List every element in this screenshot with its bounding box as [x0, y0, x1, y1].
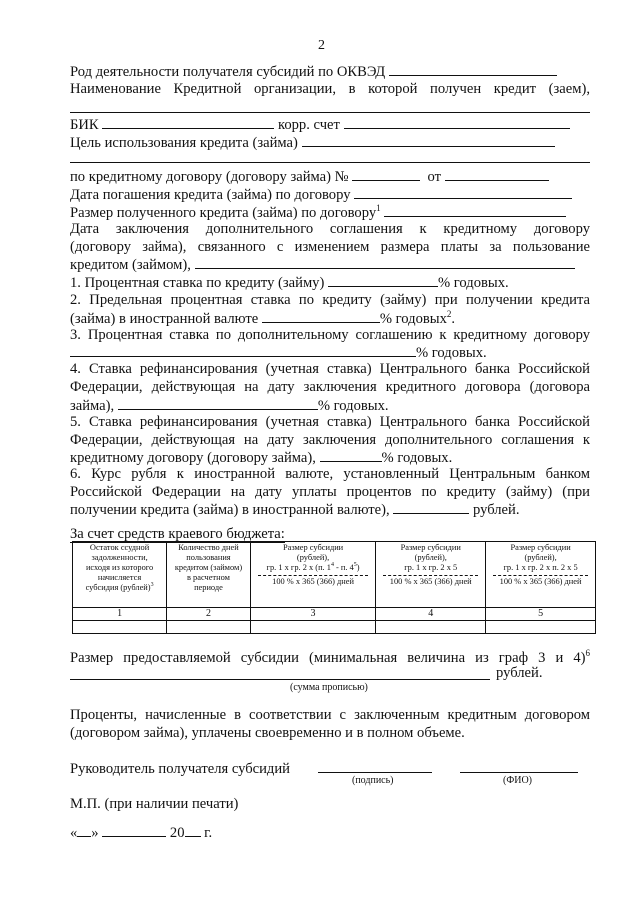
line-rate-1 — [70, 273, 590, 292]
year-suffix: г. — [204, 825, 213, 841]
subsidy-sum-blank — [70, 679, 490, 680]
line-rate-6b — [70, 483, 590, 501]
footnote-2: 2 — [446, 309, 452, 320]
addendum-date-blank — [195, 255, 575, 269]
bank-name-label: Наименование Кредитной организации, в которой получен кредит (заем), — [70, 81, 590, 97]
korr-blank — [344, 115, 570, 129]
line-bik — [70, 115, 590, 134]
stamp-label: М.П. (при наличии печати) — [70, 796, 239, 812]
h4-fraction-line — [383, 575, 478, 576]
line-okved — [70, 62, 590, 81]
line-bank-name — [70, 80, 590, 98]
interest-text-2: (договором займа), уплачены своевременно и в полном объеме. — [70, 725, 465, 741]
rate-2-unit: % годовых — [379, 311, 447, 327]
rate-4-blank — [118, 396, 318, 410]
col-num-5: 5 — [486, 608, 596, 621]
h2-line-5: периоде — [194, 583, 223, 592]
h2-line-4: в расчетном — [187, 573, 230, 582]
h3-fraction-line — [258, 575, 369, 576]
footnote-6: 6 — [585, 648, 590, 659]
credit-size-label: Размер полученного кредита (займа) по договору — [70, 205, 377, 221]
purpose-blank-2 — [70, 162, 590, 163]
rate-4-text-1: 4. Ставка рефинансирования (учетная ставка) Центрального банка Российской — [70, 361, 590, 377]
h1-line-3: исходя из которого — [85, 563, 154, 572]
footnote-1: 1 — [376, 203, 381, 214]
col-num-1: 1 — [73, 608, 167, 621]
line-rate-3a — [70, 326, 590, 344]
interest-text-1: Проценты, начисленные в соответствии с заключенным кредитным договором — [70, 707, 590, 723]
line-addendum-2 — [70, 238, 590, 256]
rate-2-label: (займа) в иностранной валюте — [70, 311, 259, 327]
footnote-4: 4 — [330, 562, 334, 569]
h3-formula-b: - п. 4 — [333, 563, 354, 572]
rate-5-unit: % годовых. — [381, 450, 453, 466]
korr-label: корр. счет — [277, 117, 340, 133]
table-header-row — [73, 542, 596, 608]
line-rate-4a — [70, 360, 590, 378]
bank-name-blank — [70, 112, 590, 113]
date-open-quote: « — [70, 825, 78, 841]
h4-formula: гр. 1 х гр. 2 х 5 — [404, 563, 458, 572]
h1-line-2: задолженности, — [91, 553, 148, 562]
rate-5-text-1: 5. Ставка рефинансирования (учетная ставка) Центрального банка Российской — [70, 414, 590, 430]
date-close-quote: » — [91, 825, 99, 841]
line-addendum-1 — [70, 220, 590, 238]
fio-blank — [460, 772, 578, 773]
h1-line-4: начисляется — [97, 573, 142, 582]
h3-denominator: 100 % х 365 (366) дней — [272, 577, 354, 586]
col-num-3: 3 — [250, 608, 376, 621]
rate-5-blank — [320, 448, 382, 462]
signature-caption: (подпись) — [352, 775, 394, 786]
rate-3-unit: % годовых. — [416, 345, 487, 361]
rate-2-text: 2. Предельная процентная ставка по кредиту (займу) при получении кредита — [70, 292, 590, 308]
rate-2-blank — [262, 309, 380, 323]
rate-5-text-2: Федерации, действующая на дату заключения дополнительного соглашения к — [70, 432, 590, 448]
line-contract — [70, 167, 590, 186]
cell-empty-2 — [167, 621, 251, 634]
rate-1-unit: % годовых. — [438, 275, 509, 291]
date-line — [70, 823, 590, 842]
contract-label: по кредитному договору (договору займа) № — [70, 169, 349, 185]
header-col-1 — [73, 542, 167, 608]
table-empty-row — [73, 621, 596, 634]
line-addendum-3 — [70, 255, 590, 274]
addendum-text-1: Дата заключения дополнительного соглашения к кредитному договору — [70, 221, 590, 237]
addendum-text-2: (договору займа), связанного с изменением размера платы за пользование — [70, 239, 590, 255]
line-rate-5a — [70, 413, 590, 431]
rate-4-text-2: Федерации, действующая на дату заключения кредитного договора (договора — [70, 379, 590, 395]
h2-line-1: Количество дней — [178, 543, 239, 552]
h3-formula-c: ) — [356, 563, 360, 572]
purpose-blank — [302, 133, 555, 147]
okved-label: Род деятельности получателя субсидий по ОКВЭД — [70, 64, 386, 80]
rate-6-blank — [393, 500, 469, 514]
h4-line-2: (рублей), — [414, 553, 447, 562]
h1-line-1: Остаток ссудной — [89, 543, 150, 552]
purpose-label: Цель использования кредита (займа) — [70, 135, 298, 151]
header-col-4 — [376, 542, 486, 608]
header-col-3 — [250, 542, 376, 608]
line-interest-2 — [70, 724, 590, 742]
bik-blank — [102, 115, 274, 129]
rate-1-label: 1. Процентная ставка по кредиту (займу) — [70, 275, 325, 291]
budget-label: За счет средств краевого бюджета: — [70, 526, 285, 542]
bik-label: БИК — [70, 117, 99, 133]
h3-formula-a: гр. 1 х гр. 2 х (п. 1 — [266, 563, 331, 572]
addendum-text-3: кредитом (займом), — [70, 257, 191, 273]
contract-date-blank — [445, 167, 549, 181]
rate-6-label: получении кредита (займа) в иностранной валюте), — [70, 502, 390, 518]
h5-line-2: (рублей), — [524, 553, 557, 562]
month-blank — [102, 823, 166, 837]
rate-6-unit: рублей. — [473, 502, 520, 518]
h1-line-5: субсидия (рублей) — [85, 583, 151, 592]
col-num-2: 2 — [167, 608, 251, 621]
repay-date-label: Дата погашения кредита (займа) по договору — [70, 187, 351, 203]
rate-1-blank — [328, 273, 438, 287]
header-col-2 — [167, 542, 251, 608]
cell-empty-1 — [73, 621, 167, 634]
subsidy-table — [72, 541, 596, 634]
table-number-row — [73, 608, 596, 621]
h5-fraction-line — [493, 575, 588, 576]
line-rate-4b — [70, 378, 590, 396]
line-repay-date — [70, 185, 590, 204]
line-interest-1 — [70, 706, 590, 724]
fio-caption: (ФИО) — [503, 775, 533, 786]
line-rate-2a — [70, 291, 590, 309]
head-label: Руководитель получателя субсидий — [70, 761, 290, 777]
okved-blank — [389, 62, 557, 76]
rate-5-label: кредитному договору (договору займа), — [70, 450, 316, 466]
sum-in-words-caption: (сумма прописью) — [290, 682, 368, 693]
contract-from-label: от — [427, 169, 442, 185]
rate-6-text-2: Российской Федерации на дату уплаты процентов по кредиту (займу) (при — [70, 484, 590, 500]
header-col-5 — [486, 542, 596, 608]
day-blank — [77, 823, 91, 837]
rate-4-label: займа), — [70, 398, 115, 414]
line-rate-6c — [70, 500, 590, 519]
h5-formula: гр. 1 х гр. 2 х п. 2 х 5 — [503, 563, 578, 572]
stamp-line — [70, 795, 590, 813]
rate-6-text-1: 6. Курс рубля к иностранной валюте, установленный Центральным банком — [70, 466, 590, 482]
h5-line-1: Размер субсидии — [510, 543, 571, 552]
contract-number-blank — [352, 167, 420, 181]
line-purpose — [70, 133, 590, 152]
col-num-4: 4 — [376, 608, 486, 621]
credit-size-blank — [384, 203, 566, 217]
h3-line-2: (рублей), — [296, 553, 330, 562]
line-rate-6a — [70, 465, 590, 483]
footnote-3: 3 — [150, 582, 154, 589]
cell-empty-5 — [486, 621, 596, 634]
cell-empty-4 — [376, 621, 486, 634]
rate-4-unit: % годовых. — [317, 398, 389, 414]
year-blank — [185, 823, 201, 837]
h4-line-1: Размер субсидии — [400, 543, 461, 552]
rate-3-text: 3. Процентная ставка по дополнительному соглашению к кредитному договору — [70, 327, 590, 343]
cell-empty-3 — [250, 621, 376, 634]
repay-date-blank — [354, 185, 572, 199]
subsidy-rub-label: рублей. — [496, 665, 543, 681]
subsidy-size-text: Размер предоставляемой субсидии (минимальная величина из граф 3 и 4) — [70, 650, 586, 666]
h2-line-3: кредитом (займом) — [174, 563, 243, 572]
year-prefix: 20 — [169, 825, 185, 841]
h3-line-1: Размер субсидии — [282, 543, 344, 552]
rate-3-blank — [70, 343, 416, 357]
line-rate-5b — [70, 431, 590, 449]
rate-2-period: . — [451, 311, 456, 327]
page-number: 2 — [318, 38, 325, 53]
h2-line-2: пользования — [186, 553, 231, 562]
footnote-5: 5 — [353, 562, 357, 569]
signature-blank — [318, 772, 432, 773]
h5-denominator: 100 % х 365 (366) дней — [499, 577, 582, 586]
h4-denominator: 100 % х 365 (366) дней — [389, 577, 472, 586]
